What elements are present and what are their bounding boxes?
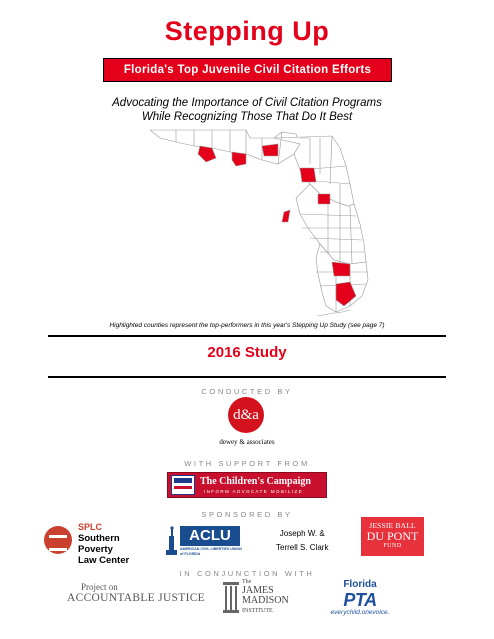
jmi-line-1: JAMES — [242, 585, 274, 596]
jmi-line-2: MADISON — [242, 595, 289, 606]
pta-tagline: everychild.onevoice. — [330, 609, 390, 616]
florida-county-map — [150, 124, 372, 320]
jbd-line-1: JESSIE BALL — [369, 521, 416, 530]
highlight-county-2 — [232, 152, 246, 166]
aclu-logo — [163, 524, 241, 558]
childrens-campaign-name: The Children's Campaign — [200, 476, 311, 487]
jmi-name — [242, 586, 289, 616]
highlight-county-7 — [332, 262, 350, 276]
jmi-line-3: INSTITUTE — [242, 608, 273, 614]
pta-name: PTA — [343, 590, 377, 610]
sponsored-by-label: SPONSORED BY — [201, 510, 293, 519]
highlight-county-3 — [262, 144, 278, 156]
dewey-associates-logo: d&a — [228, 397, 264, 433]
report-tagline — [0, 96, 494, 124]
jbd-line-2: DU PONT — [366, 529, 419, 543]
splc-name — [78, 533, 156, 566]
splc-name-line-2: Law Center — [78, 555, 130, 566]
aclu-subtitle: AMERICAN CIVIL LIBERTIES UNION of FLORIDA — [180, 547, 242, 556]
splc-emblem-icon — [44, 526, 72, 554]
splc-logo — [44, 522, 156, 566]
highlight-county-4 — [300, 168, 316, 182]
james-madison-institute-logo — [222, 578, 294, 618]
highlight-county-6 — [282, 210, 290, 222]
dewey-associates-name: dewey & associates — [219, 438, 275, 446]
florida-pta-logo — [319, 579, 401, 623]
clark-line-1: Joseph W. & — [279, 529, 325, 538]
statue-of-liberty-icon — [163, 526, 179, 556]
clark-line-2: Terrell S. Clark — [276, 543, 329, 552]
divider-top — [48, 335, 446, 337]
map-caption: Highlighted counties represent the top-performers in this year's Stepping Up Study (see page 7) — [109, 322, 385, 329]
highlight-county-5 — [318, 194, 330, 204]
childrens-campaign-tagline: INFORM ADVOCATE MOBILIZE — [204, 489, 304, 494]
pta-state: Florida — [343, 579, 377, 590]
splc-name-line-1: Southern Poverty — [78, 533, 120, 555]
jmi-the: The — [242, 579, 252, 585]
splc-abbr: SPLC — [78, 522, 103, 532]
paj-line-2: ACCOUNTABLE JUSTICE — [67, 592, 205, 604]
flag-icon — [171, 475, 195, 495]
tagline-line-2: While Recognizing Those That Do It Best — [141, 111, 353, 123]
jessie-ball-dupont-logo — [361, 517, 424, 556]
support-label: WITH SUPPORT FROM — [184, 459, 310, 468]
conjunction-label: IN CONJUNCTION WITH — [179, 569, 315, 578]
clark-sponsor — [276, 527, 328, 555]
tagline-line-1: Advocating the Importance of Civil Citation Programs — [112, 97, 382, 109]
divider-bottom — [48, 376, 446, 378]
project-accountable-justice-logo — [67, 582, 205, 604]
report-subtitle: Florida's Top Juvenile Civil Citation Efforts — [103, 58, 392, 82]
jbd-line-3: FUND — [383, 543, 402, 549]
columns-icon — [222, 580, 240, 614]
report-title: Stepping Up — [164, 16, 330, 46]
aclu-abbr: ACLU — [180, 526, 240, 546]
paj-line-1: Project on — [81, 582, 118, 592]
childrens-campaign-logo — [167, 472, 327, 498]
conducted-by-label: CONDUCTED BY — [201, 387, 293, 396]
study-year: 2016 Study — [207, 344, 287, 361]
